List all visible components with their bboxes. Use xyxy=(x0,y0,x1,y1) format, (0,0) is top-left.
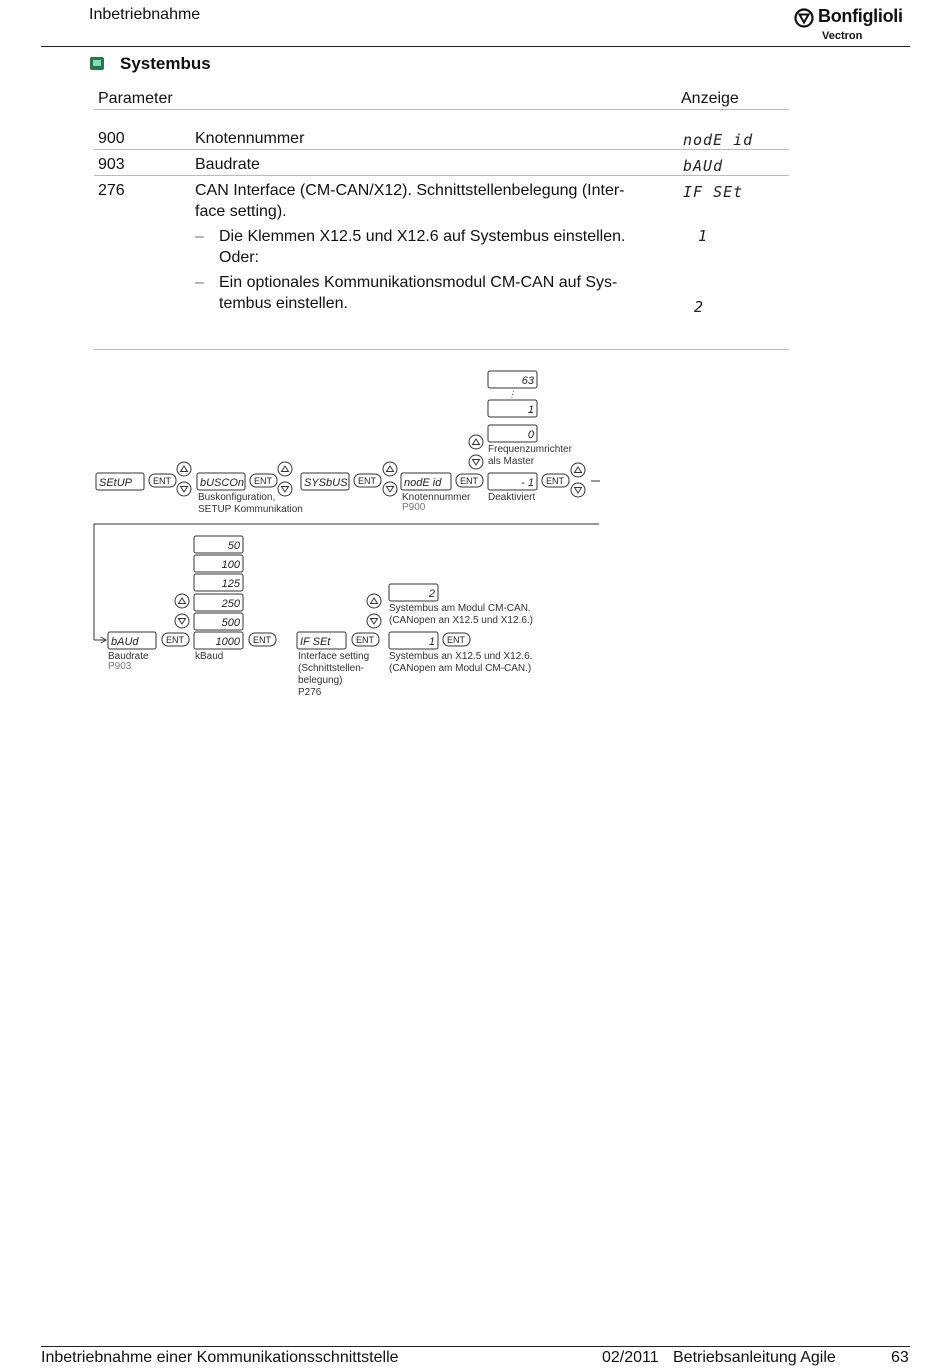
lcd-text: 0 xyxy=(527,429,534,441)
ent-label: ENT xyxy=(460,476,478,486)
diagram-label: Baudrate xyxy=(108,651,149,662)
param-display: nodE id xyxy=(683,131,754,149)
param-desc-line2: face setting). xyxy=(195,203,287,220)
diagram-label: Interface setting xyxy=(298,651,370,662)
param-desc-line1: CAN Interface (CM-CAN/X12). Schnittstellenbelegung (Inter- xyxy=(195,182,625,199)
option-display: 2 xyxy=(694,298,705,316)
diagram-label: Buskonfiguration, xyxy=(198,492,276,503)
bullet-dash: – xyxy=(195,228,204,245)
lcd-text: bUSCOn xyxy=(200,477,245,489)
lcd-text: - 1 xyxy=(521,477,534,489)
lcd-text: IF SEt xyxy=(300,636,331,648)
diagram-label: (CANopen am Modul CM-CAN.) xyxy=(389,663,532,674)
param-desc: Baudrate xyxy=(195,156,260,173)
ent-label: ENT xyxy=(356,635,374,645)
bullet-line1: Die Klemmen X12.5 und X12.6 auf Systembus einstellen. xyxy=(219,228,626,245)
lcd-text: 500 xyxy=(221,617,240,629)
diagram-label: Frequenzumrichter xyxy=(488,444,572,455)
diagram-label: belegung) xyxy=(298,675,343,686)
lcd-text: SEtUP xyxy=(99,477,133,489)
diagram-label: Systembus an X12.5 und X12.6. xyxy=(389,651,533,662)
diagram-label: Knotennummer xyxy=(402,492,471,503)
lcd-text: nodE id xyxy=(404,477,442,489)
col-header-parameter: Parameter xyxy=(98,90,173,107)
bullet-line1: Ein optionales Kommunikationsmodul CM-CAN auf Sys- xyxy=(219,274,618,291)
lcd-text: 63 xyxy=(521,375,534,387)
col-header-display: Anzeige xyxy=(681,90,739,107)
lcd-text: 250 xyxy=(221,598,240,610)
diagram-label: SETUP Kommunikation xyxy=(198,504,303,515)
ent-label: ENT xyxy=(166,635,184,645)
bullet-line2: tembus einstellen. xyxy=(219,295,348,312)
param-display: IF SEt xyxy=(683,183,744,201)
ent-label: ENT xyxy=(358,476,376,486)
bullet-line2: Oder: xyxy=(219,249,260,266)
lcd-ellipsis: ⋮ xyxy=(508,390,516,399)
brand-sub: Vectron xyxy=(822,30,863,42)
option-display: 1 xyxy=(698,227,709,245)
param-num: 903 xyxy=(98,156,125,173)
bullet-dash: – xyxy=(195,274,204,291)
diagram-label: P900 xyxy=(402,502,426,513)
footer-date: 02/2011 xyxy=(602,1349,659,1366)
ent-label: ENT xyxy=(153,476,171,486)
lcd-text: 1 xyxy=(527,404,534,416)
footer-chapter: Inbetriebnahme einer Kommunikationsschnittstelle xyxy=(41,1349,399,1366)
diagram-label: (Schnittstellen- xyxy=(298,663,365,674)
lcd-text: 2 xyxy=(428,588,435,600)
footer-rule xyxy=(41,1346,910,1347)
param-num: 276 xyxy=(98,182,125,199)
lcd-text: 1 xyxy=(428,636,435,648)
diagram-label: als Master xyxy=(488,456,535,467)
diagram-label: kBaud xyxy=(195,651,224,662)
brand-name: Bonfiglioli xyxy=(818,6,903,26)
footer-manual: Betriebsanleitung Agile xyxy=(673,1349,836,1366)
param-desc: Knotennummer xyxy=(195,130,305,147)
lcd-text: bAUd xyxy=(111,636,139,648)
lcd-text: 1000 xyxy=(215,636,240,648)
diagram-label: Systembus am Modul CM-CAN. xyxy=(389,603,531,614)
header-title: Inbetriebnahme xyxy=(89,6,201,23)
ent-label: ENT xyxy=(447,635,465,645)
lcd-text: 125 xyxy=(221,578,240,590)
section-title: Systembus xyxy=(120,54,211,73)
diagram-label: P903 xyxy=(108,661,132,672)
lcd-text: SYSbUS xyxy=(304,477,348,489)
ent-label: ENT xyxy=(254,476,272,486)
param-display: bAUd xyxy=(683,157,724,175)
lcd-text: 100 xyxy=(221,559,240,571)
ent-label: ENT xyxy=(546,476,564,486)
diagram-label: Deaktiviert xyxy=(488,492,536,503)
ent-label: ENT xyxy=(253,635,271,645)
diagram-label: P276 xyxy=(298,687,322,698)
param-num: 900 xyxy=(98,130,125,147)
footer-page-number: 63 xyxy=(891,1349,909,1366)
diagram-label: (CANopen an X12.5 und X12.6.) xyxy=(389,615,533,626)
lcd-text: 50 xyxy=(227,540,240,552)
